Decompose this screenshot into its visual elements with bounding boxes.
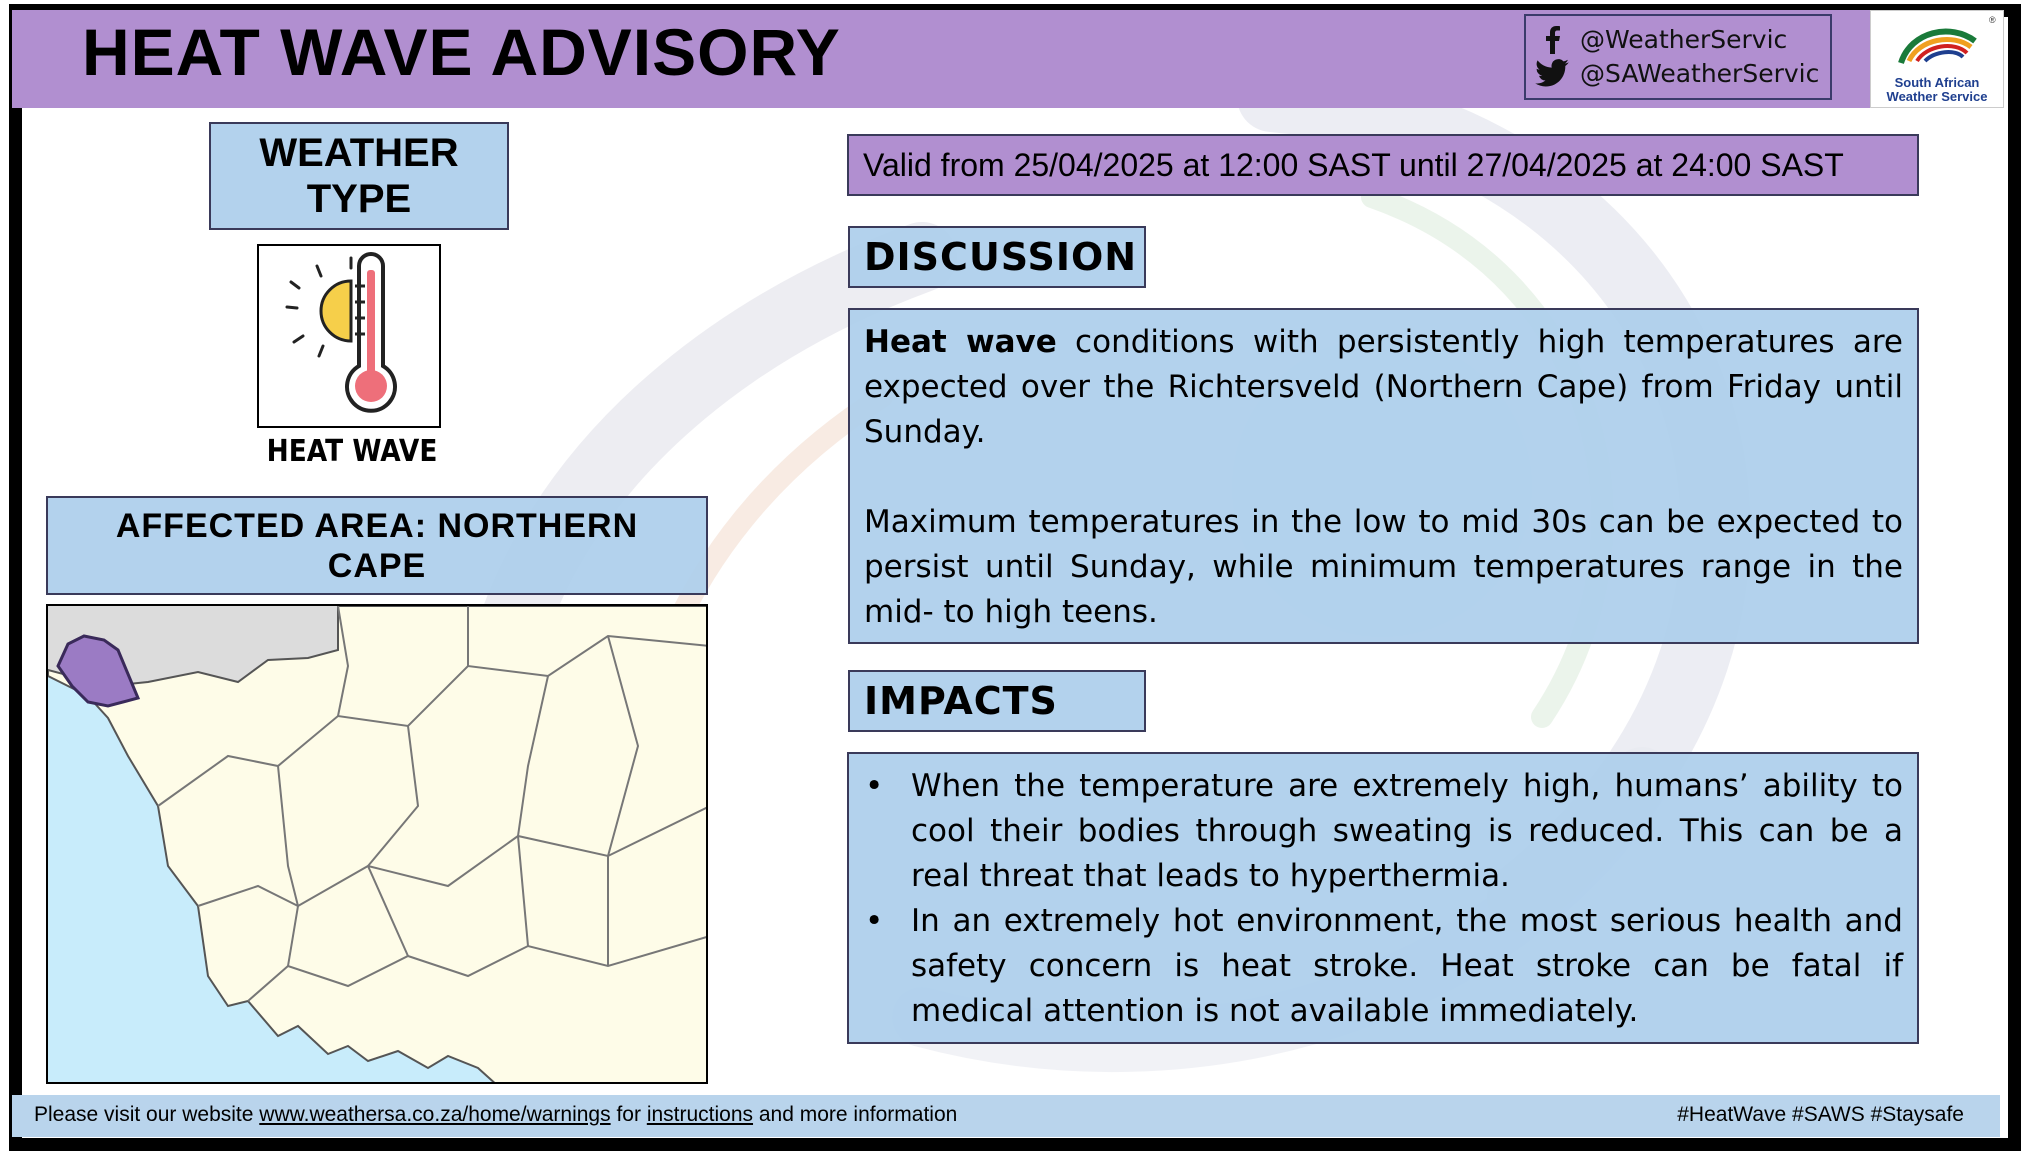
instructions-link[interactable]: instructions [646,1103,754,1126]
facebook-row[interactable] [1534,22,1787,56]
validity-period: Valid from 25/04/2025 at 12:00 SAST until 27/04/2025 at 24:00 SAST [847,134,1919,196]
discussion-p1-text: conditions with persistently high temperatures are expected over the Richtersveld (Northern Cape) from Friday until Sunday. [864,324,1903,450]
logo-line2: Weather Service [1886,89,1988,104]
facebook-handle: @WeatherServic [1580,24,1788,54]
footer-prefix: Please visit our website [34,1103,260,1126]
footer-middle: for [610,1103,647,1126]
impact-item: • In an extremely hot environment, the most serious health and safety concern is heat stroke. Heat stroke can be fatal if medical attention is not available immediately. [911,899,1903,1034]
footer-bar [12,1095,2000,1137]
northern-cape-map [48,606,708,1084]
impact-item: • When the temperature are extremely high, humans’ ability to cool their bodies through sweating is reduced. This can be a real threat that leads to hyperthermia. [911,764,1903,899]
footer-info [34,1103,957,1127]
weather-type-label: HEAT WAVE [266,434,438,469]
discussion-panel [848,308,1919,644]
discussion-paragraph-1 [864,320,1903,455]
website-link[interactable]: www.weathersa.co.za/home/warnings [259,1103,611,1126]
heat-wave-icon-box [257,244,441,428]
footer-suffix: and more information [753,1103,958,1126]
impacts-panel [847,752,1919,1044]
saws-emblem [1871,11,2005,71]
footer-hashtags: #HeatWave #SAWS #Staysafe [1677,1103,1964,1126]
page-title: HEAT WAVE ADVISORY [82,15,841,89]
discussion-paragraph-2: Maximum temperatures in the low to mid 30s can be expected to persist until Sunday, while minimum temperatures range in the mid- to high teens. [864,504,1903,630]
logo-line1: South African [1894,75,1980,90]
twitter-row[interactable] [1534,56,1819,90]
discussion-bold-lead: Heat wave [864,324,1057,360]
saws-logo [1870,10,2004,108]
sun-thermometer-icon [259,246,439,426]
discussion-heading: DISCUSSION [848,226,1146,288]
twitter-handle: @SAWeatherServic [1580,58,1820,88]
impacts-list [863,764,1903,1034]
impacts-heading: IMPACTS [848,670,1146,732]
affected-area-map [46,604,708,1084]
affected-area-heading: AFFECTED AREA: NORTHERN CAPE [46,496,708,595]
weather-type-heading: WEATHER TYPE [209,122,509,230]
twitter-icon [1534,59,1570,87]
facebook-icon [1534,24,1570,54]
svg-text:®: ® [1989,15,1996,25]
social-handles [1524,14,1832,100]
